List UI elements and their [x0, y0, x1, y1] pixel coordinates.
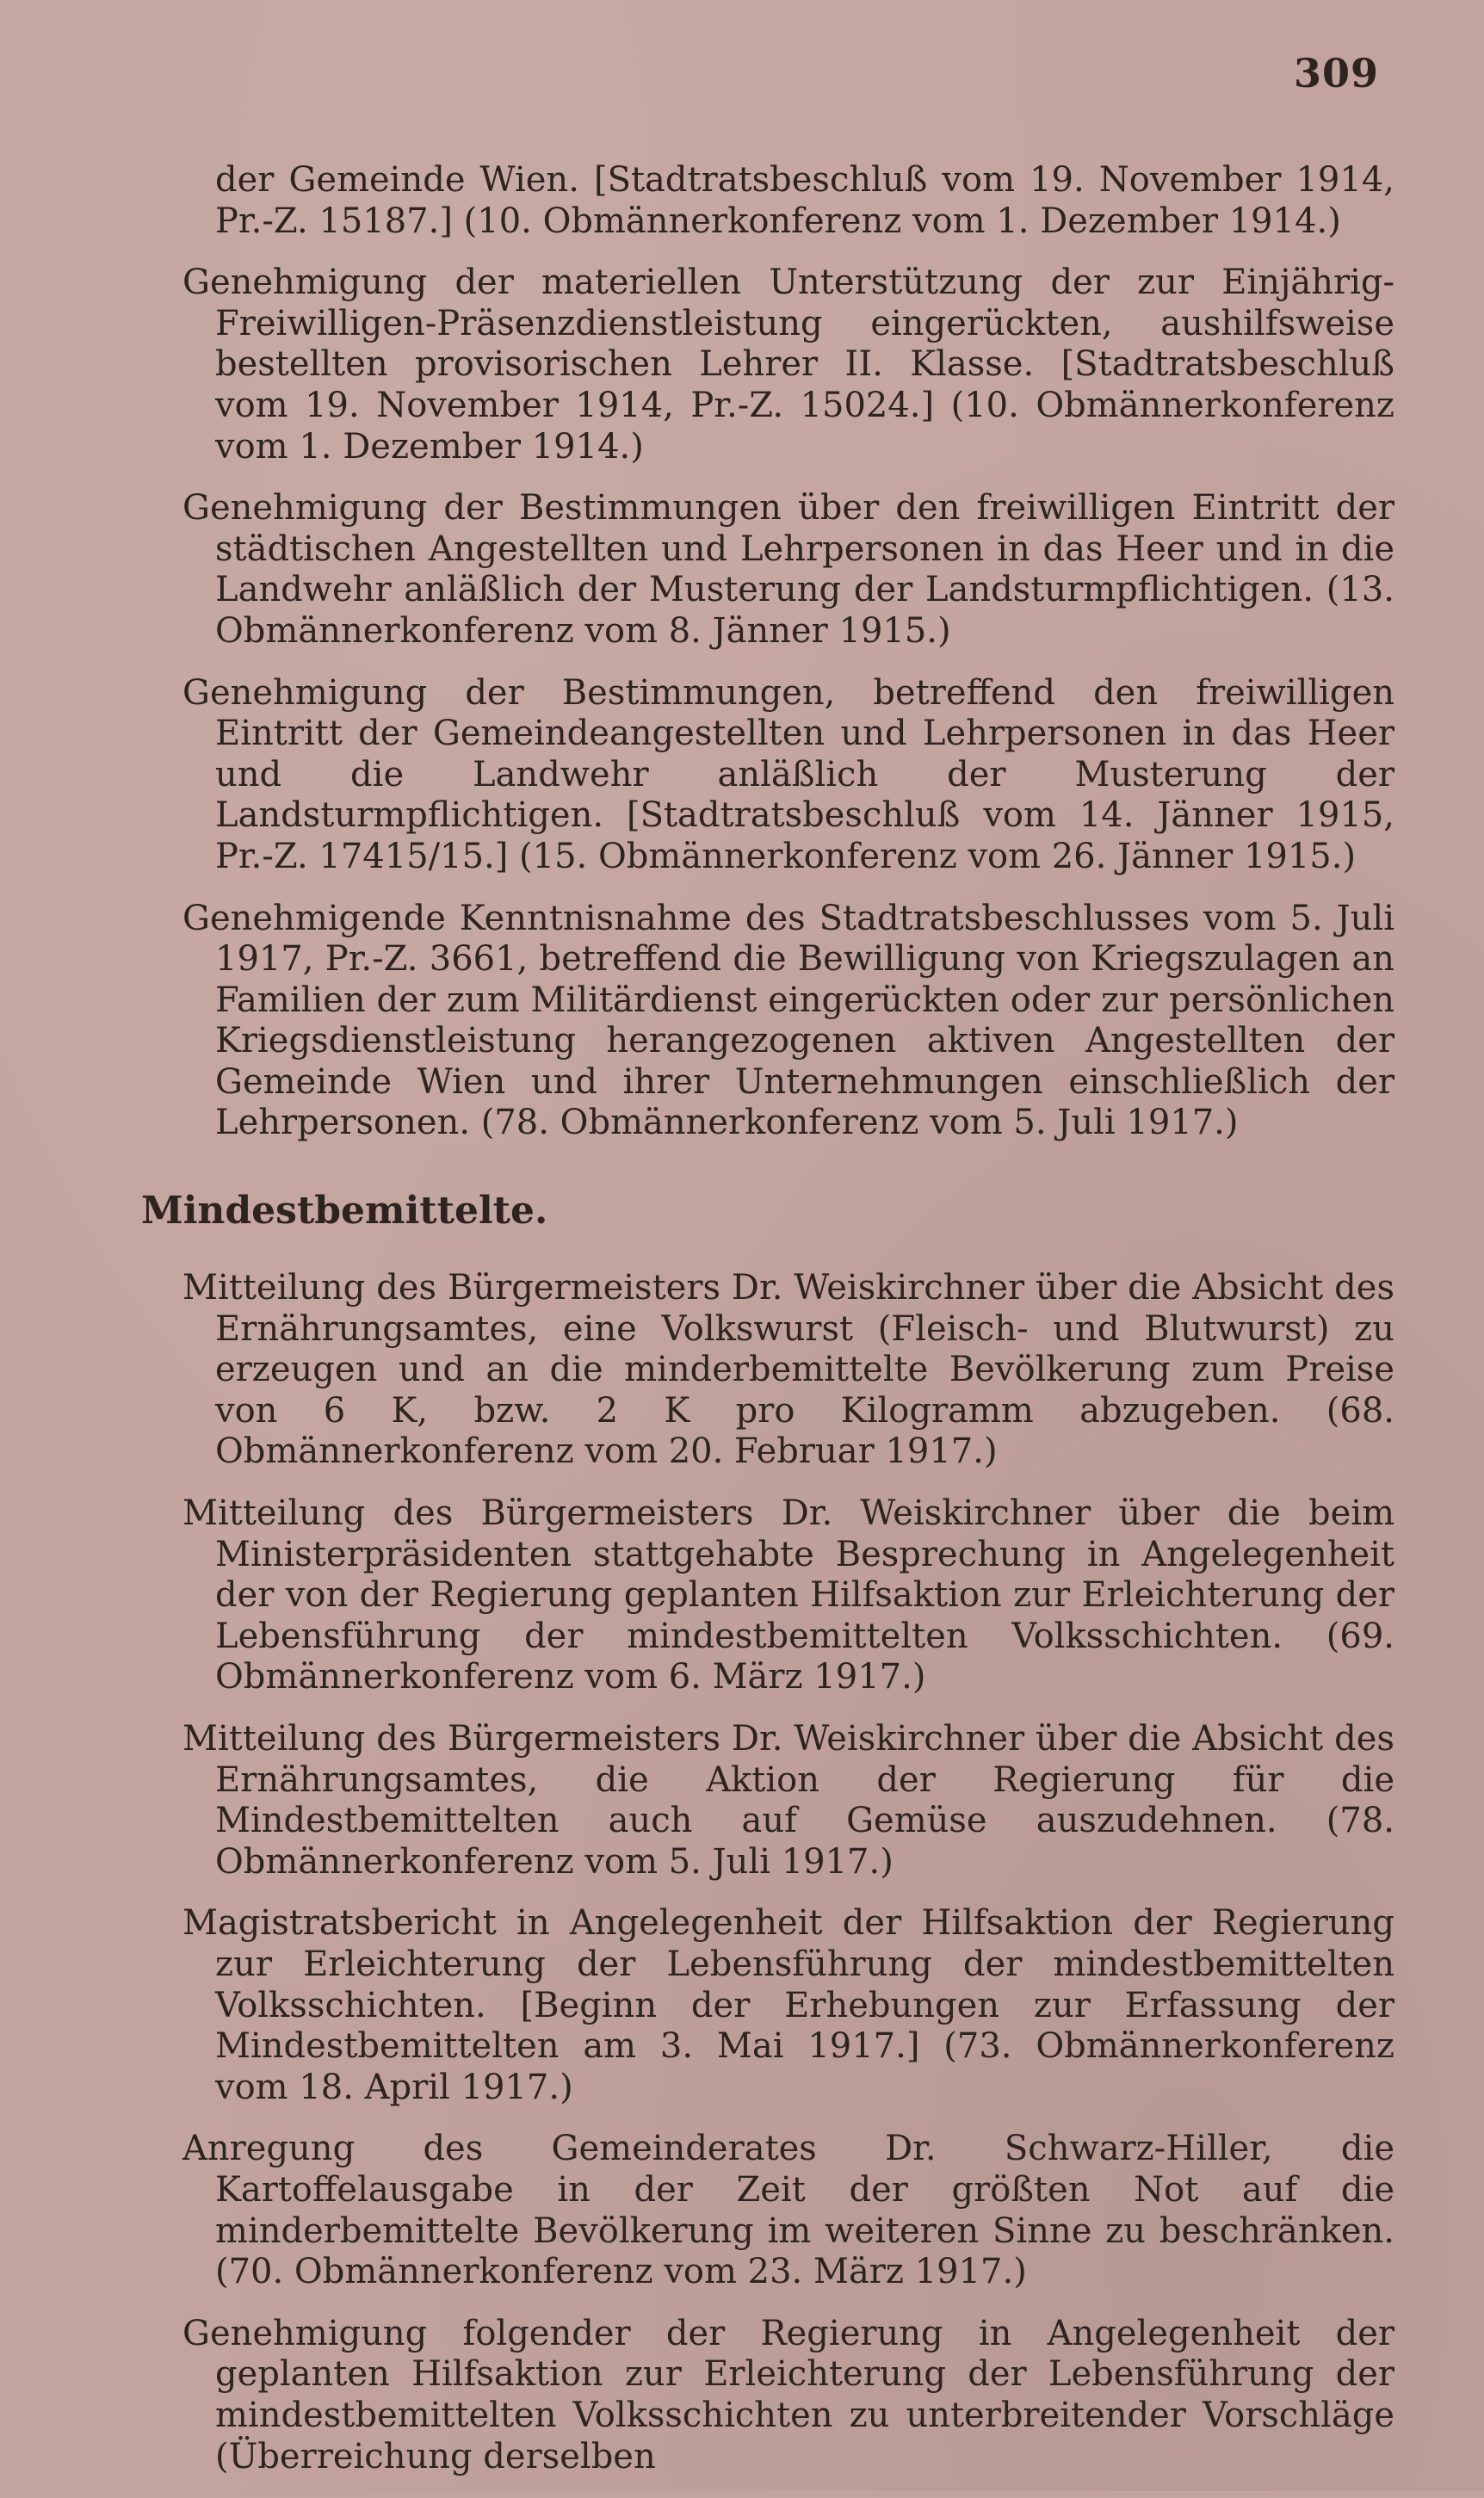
section-heading-mindestbemittelte: Mindestbemittelte.: [141, 1189, 548, 1234]
entry-paragraph: Genehmigung der Bestimmungen, betreffend den freiwilligen Eintritt der Gemeindeangestellten und Lehrpersonen in das Heer und die Landwehr anläßlich der Musterung der Landsturmpflichtigen. [Stadtratsbeschluß vom 14. Jänner 1915, Pr.-Z. 17415/15.] (15. Obmännerkonferenz vom 26. Jänner 1915.): [182, 672, 1394, 876]
entry-paragraph: Genehmigung der materiellen Unterstützung der zur Einjährig-Freiwilligen-Präsenzdienstleistung eingerückten, aushilfsweise bestellten provisorischen Lehrer II. Klasse. [Stadtratsbeschluß vom 19. November 1914, Pr.-Z. 15024.] (10. Obmännerkonferenz vom 1. Dezember 1914.): [182, 263, 1394, 467]
entry-paragraph: Magistratsbericht in Angelegenheit der Hilfsaktion der Regierung zur Erleichterung der Lebensführung der mindestbemittelten Volksschichten. [Beginn der Erhebungen zur Erfassung der Mindestbemittelten am 3. Mai 1917.] (73. Obmännerkonferenz vom 18. April 1917.): [182, 1903, 1394, 2107]
entry-paragraph: Genehmigung folgender der Regierung in Angelegenheit der geplanten Hilfsaktion zur Erleichterung der Lebensführung der mindestbemittelten Volksschichten zu unterbreitender Vorschläge (Überreichung derselben: [182, 2313, 1394, 2476]
page-content: [141, 160, 1394, 2498]
entry-paragraph: Genehmigende Kenntnisnahme des Stadtratsbeschlusses vom 5. Juli 1917, Pr.-Z. 3661, betreffend die Bewilligung von Kriegszulagen an Familien der zum Militärdienst eingerückten oder zur persönlichen Kriegsdienstleistung herangezogenen aktiven Angestellten der Gemeinde Wien und ihrer Unternehmungen einschließlich der Lehrpersonen. (78. Obmännerkonferenz vom 5. Juli 1917.): [182, 898, 1394, 1143]
page-number: 309: [1293, 50, 1379, 96]
entry-paragraph: Genehmigung der Bestimmungen über den freiwilligen Eintritt der städtischen Angestellten und Lehrpersonen in das Heer und in die Landwehr anläßlich der Musterung der Landsturmpflichtigen. (13. Obmännerkonferenz vom 8. Jänner 1915.): [182, 488, 1394, 651]
entry-paragraph: Mitteilung des Bürgermeisters Dr. Weiskirchner über die Absicht des Ernährungsamtes, die Aktion der Regierung für die Mindestbemittelten auch auf Gemüse auszudehnen. (78. Obmännerkonferenz vom 5. Juli 1917.): [182, 1719, 1394, 1882]
entry-paragraph: Anregung des Gemeinderates Dr. Schwarz-Hiller, die Kartoffelausgabe in der Zeit der größten Not auf die minderbemittelte Bevölkerung im weiteren Sinne zu beschränken. (70. Obmännerkonferenz vom 23. März 1917.): [182, 2129, 1394, 2292]
entry-continuation: der Gemeinde Wien. [Stadtratsbeschluß vom 19. November 1914, Pr.-Z. 15187.] (10. Obmännerkonferenz vom 1. Dezember 1914.): [215, 160, 1394, 241]
entry-paragraph: Mitteilung des Bürgermeisters Dr. Weiskirchner über die beim Ministerpräsidenten stattgehabte Besprechung in Angelegenheit der von der Regierung geplanten Hilfsaktion zur Erleichterung der Lebensführung der mindestbemittelten Volksschichten. (69. Obmännerkonferenz vom 6. März 1917.): [182, 1493, 1394, 1697]
entry-paragraph: Mitteilung des Bürgermeisters Dr. Weiskirchner über die Absicht des Ernährungsamtes, eine Volkswurst (Fleisch- und Blutwurst) zu erzeugen und an die minderbemittelte Bevölkerung zum Preise von 6 K, bzw. 2 K pro Kilogramm abzugeben. (68. Obmännerkonferenz vom 20. Februar 1917.): [182, 1268, 1394, 1472]
